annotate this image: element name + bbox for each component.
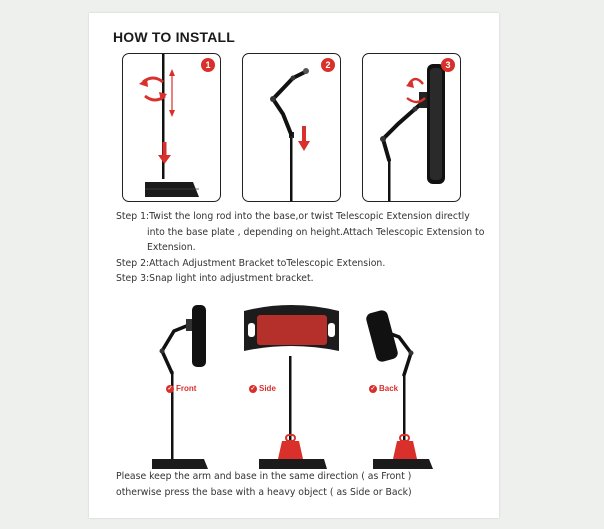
step-3-line: Step 3:Snap light into adjustment bracket.: [116, 273, 314, 284]
install-panel-3: [362, 53, 461, 202]
install-steps: [116, 209, 491, 287]
step-number-badge: 1: [201, 58, 215, 72]
snap-light-icon: [363, 54, 460, 201]
placement-notes: [116, 469, 491, 500]
back-label: ✓ Back: [370, 384, 399, 393]
rotate-rod-icon: [123, 54, 220, 201]
check-icon: ✓: [167, 386, 173, 392]
install-panel-2: [242, 53, 341, 202]
back-view-stand-icon: [351, 301, 451, 471]
note-line-1: Please keep the arm and base in the same direction ( as Front ): [116, 471, 412, 482]
note-line-2: otherwise press the base with a heavy object ( as Side or Back): [116, 486, 412, 498]
view-illustrations: [89, 301, 499, 471]
attach-bracket-icon: [243, 54, 340, 201]
instruction-sheet: [89, 13, 499, 518]
step-1-line-3: Extension.: [147, 242, 196, 253]
install-panel-1: [122, 53, 221, 202]
step-1-line-2: into the base plate , depending on height.Attach Telescopic Extension to: [147, 226, 485, 238]
check-icon: ✓: [250, 386, 256, 392]
check-icon: ✓: [370, 386, 376, 392]
step-number-badge: 3: [441, 58, 455, 72]
step-2-line: Step 2:Attach Adjustment Bracket toTelescopic Extension.: [116, 257, 386, 269]
page-title: HOW TO INSTALL: [113, 29, 236, 45]
step-number-badge: 2: [321, 58, 335, 72]
front-label: ✓ Front: [167, 384, 197, 393]
side-label: ✓ Side: [250, 384, 276, 393]
step-1-line-1: Step 1:Twist the long rod into the base,or twist Telescopic Extension directly: [116, 211, 470, 222]
